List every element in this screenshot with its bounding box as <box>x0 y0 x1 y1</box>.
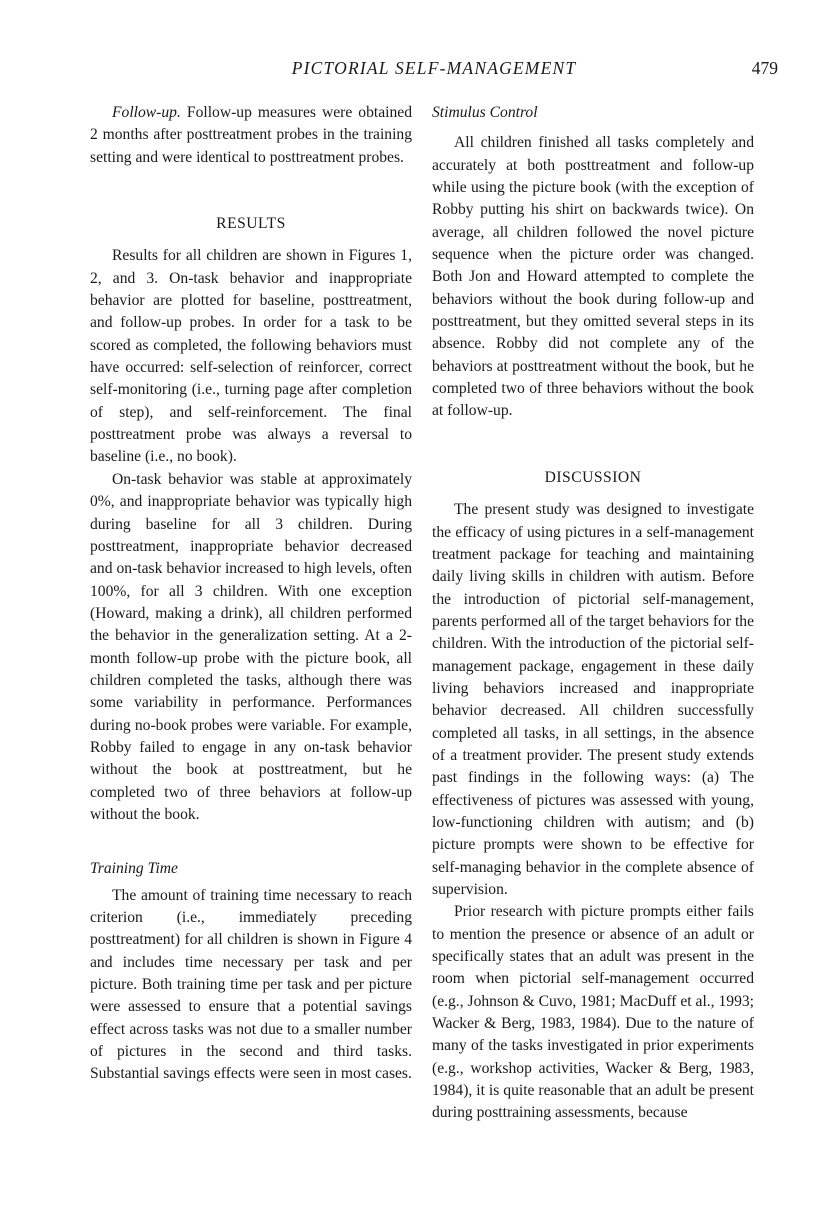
right-column <box>432 102 754 1125</box>
stimulus-control-paragraph: All children finished all tasks completely and accurately at both posttreatment and follow-up while using the picture book (with the exception of Robby putting his shirt on backwards twice). On average, all children followed the novel picture sequence when the picture order was changed. Both Jon and Howard attempted to complete the behaviors without the book during follow-up and posttreatment, but they omitted several steps in its absence. Robby did not complete any of the behaviors at posttreatment without the book, but he completed two of three behaviors without the book at follow-up. <box>432 134 754 420</box>
discussion-paragraph-1: The present study was designed to investigate the efficacy of using pictures in a self-management treatment package for teaching and maintaining daily living skills in children with autism. Before the introduction of pictorial self-management, parents performed all of the target behaviors for the children. With the introduction of the pictorial self-management package, engagement in these daily living behaviors increased and inappropriate behavior decreased. All children successfully completed all tasks, in all settings, in the absence of a treatment provider. The present study extends past findings in the following ways: (a) The effectiveness of pictures was assessed with young, low-functioning children with autism; and (b) picture prompts were shown to be effective for self-managing behavior in the complete absence of supervision. <box>432 501 754 898</box>
left-column <box>90 102 412 1086</box>
followup-paragraph <box>90 102 412 169</box>
discussion-heading: DISCUSSION <box>544 468 642 486</box>
followup-text: Follow-up measures were obtained 2 months after posttreatment probes in the training setting and were identical to posttreatment probes. <box>90 104 412 166</box>
running-header <box>90 58 778 82</box>
results-paragraph-1: Results for all children are shown in Figures 1, 2, and 3. On-task behavior and inappropriate behavior are plotted for baseline, posttreatment, and follow-up probes. In order for a task to be scored as completed, the following behaviors must have occurred: self-selection of reinforcer, correct self-monitoring (i.e., turning page after completion of step), and self-reinforcement. The final posttreatment probe was always a reversal to baseline (i.e., no book). <box>90 247 412 466</box>
page-number: 479 <box>751 58 778 78</box>
results-heading: RESULTS <box>216 215 286 233</box>
training-time-heading: Training Time <box>90 860 178 878</box>
results-paragraph-2: On-task behavior was stable at approximately 0%, and inappropriate behavior was typically high during baseline for all 3 children. During posttreatment, inappropriate behavior decreased and on-task behavior increased to high levels, often 100%, for all 3 children. With one exception (Howard, making a drink), all children performed the behavior in the generalization setting. At a 2-month follow-up probe with the picture book, all children completed the tasks, although there was some variability in performance. Performances during no-book probes were variable. For example, Robby failed to engage in any on-task behavior without the book at posttreatment, but he completed two of three behaviors at follow-up without the book. <box>90 470 412 823</box>
followup-heading: Follow-up. <box>112 104 181 121</box>
stimulus-control-heading: Stimulus Control <box>432 104 538 121</box>
running-title: PICTORIAL SELF-MANAGEMENT <box>291 58 577 78</box>
training-time-paragraph: The amount of training time necessary to reach criterion (i.e., immediately preceding posttreatment) for all children is shown in Figure 4 and includes time necessary per task and per picture. Both training time per task and per picture were assessed to ensure that a potential savings effect across tasks was not due to a smaller number of pictures in the second and third tasks. Substantial savings effects were seen in most cases. <box>90 886 412 1083</box>
discussion-paragraph-2: Prior research with picture prompts either fails to mention the presence or absence of an adult or specifically states that an adult was present in the room when pictorial self-management occurred (e.g., Johnson & Cuvo, 1981; MacDuff et al., 1993; Wacker & Berg, 1983, 1984). Due to the nature of many of the tasks investigated in prior experiments (e.g., workshop activities, Wacker & Berg, 1983, 1984), it is quite reasonable that an adult be present during posttraining assessments, because <box>432 903 754 1122</box>
